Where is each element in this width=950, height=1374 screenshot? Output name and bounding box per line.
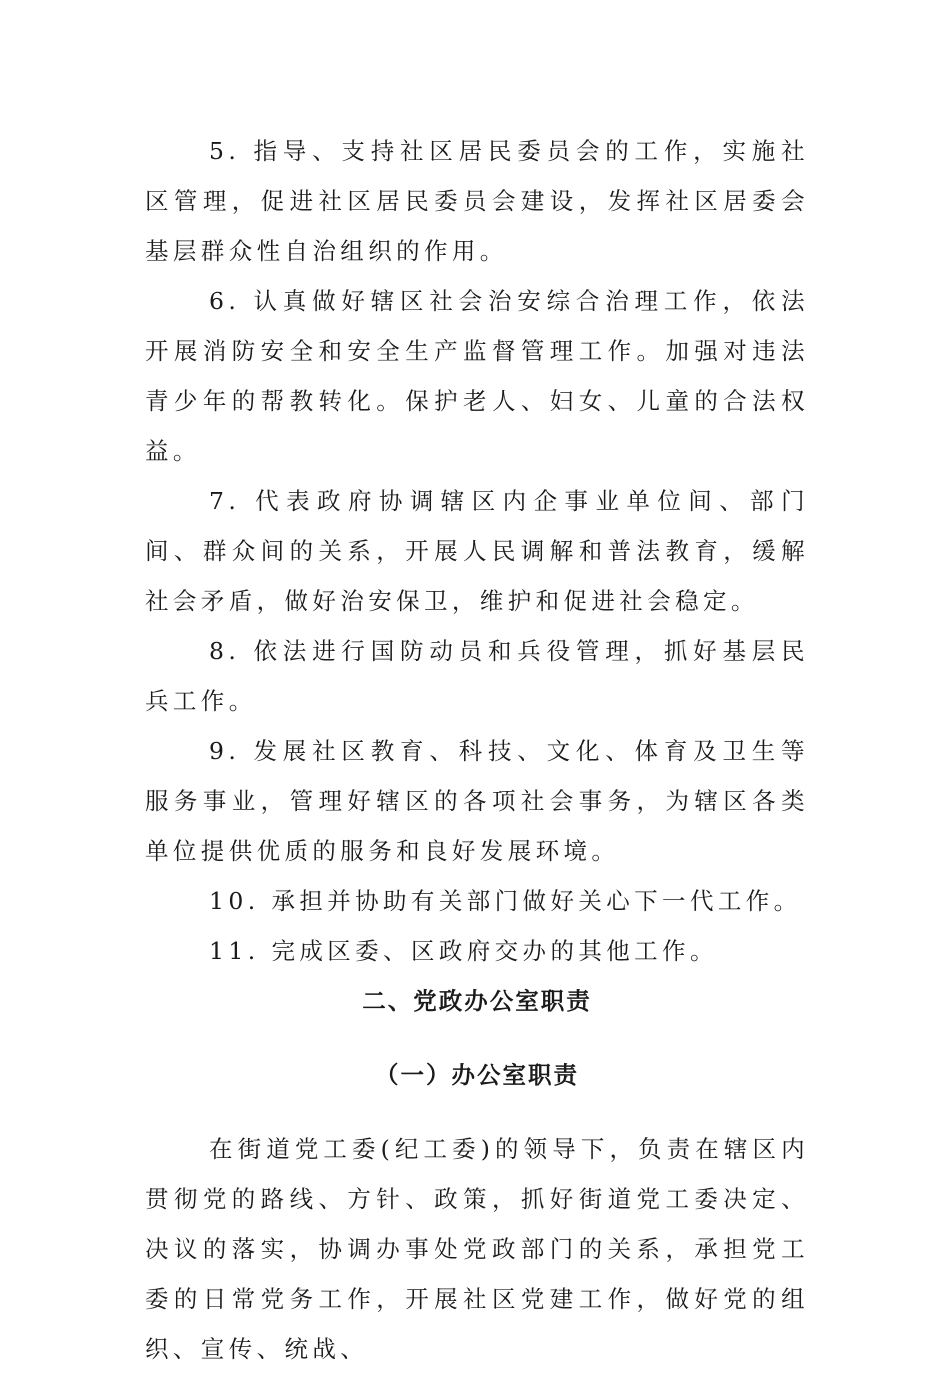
document-body — [145, 126, 809, 1374]
paragraph-item-11: 11. 完成区委、区政府交办的其他工作。 — [209, 937, 718, 965]
paragraph-item-5: 5. 指导、支持社区居民委员会的工作，实施社区管理，促进社区居民委员会建设，发挥社区居委会基层群众性自治组织的作用。 — [145, 137, 809, 265]
paragraph-item-6: 6. 认真做好辖区社会治安综合治理工作，依法开展消防安全和安全生产监督管理工作。加强对违法青少年的帮教转化。保护老人、妇女、儿童的合法权益。 — [145, 287, 809, 465]
paragraph-item-9: 9. 发展社区教育、科技、文化、体育及卫生等服务事业，管理好辖区的各项社会事务，为辖区各类单位提供优质的服务和良好发展环境。 — [145, 737, 809, 865]
paragraph-item-10: 10. 承担并协助有关部门做好关心下一代工作。 — [209, 887, 802, 915]
office-duties-paragraph: 在街道党工委(纪工委)的领导下，负责在辖区内贯彻党的路线、方针、政策，抓好街道党工委决定、决议的落实，协调办事处党政部门的关系，承担党工委的日常党务工作，开展社区党建工作，做好党的组织、宣传、统战、 — [145, 1135, 809, 1363]
section-heading: 二、党政办公室职责 — [362, 987, 592, 1015]
subsection-heading: （一）办公室职责 — [375, 1061, 579, 1089]
paragraph-item-7: 7. 代表政府协调辖区内企事业单位间、部门间、群众间的关系，开展人民调解和普法教育，缓解社会矛盾，做好治安保卫，维护和促进社会稳定。 — [145, 487, 809, 615]
paragraph-item-8: 8. 依法进行国防动员和兵役管理，抓好基层民兵工作。 — [145, 637, 809, 715]
